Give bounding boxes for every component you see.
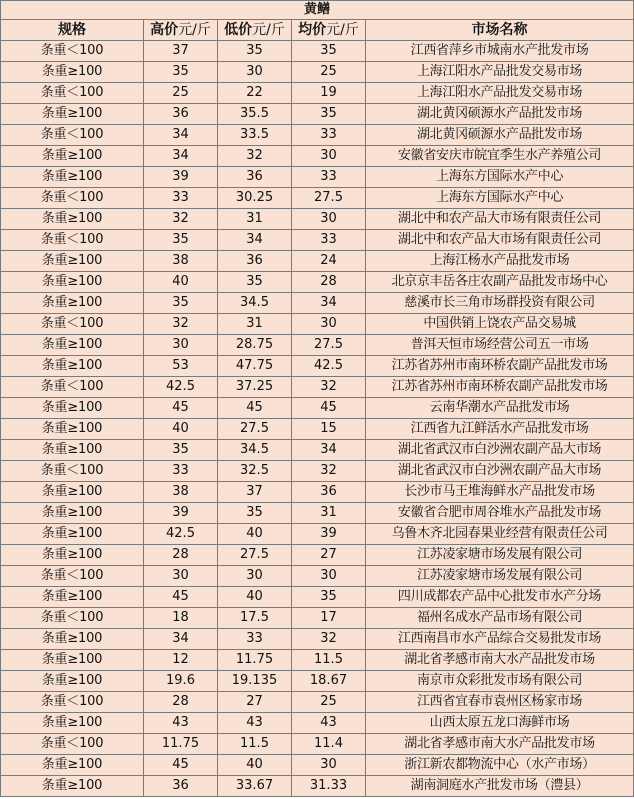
cell-spec: 条重≥100 [1, 755, 144, 776]
cell-spec: 条重＜100 [1, 377, 144, 398]
cell-market: 江西省萍乡市城南水产批发市场 [366, 41, 634, 62]
cell-low: 11.5 [218, 734, 292, 755]
cell-low: 32 [218, 146, 292, 167]
cell-market: 江苏省苏州市南环桥农副产品批发市场 [366, 356, 634, 377]
cell-low: 27.5 [218, 419, 292, 440]
cell-market: 湖北中和农产品大市场有限责任公司 [366, 230, 634, 251]
cell-low: 40 [218, 524, 292, 545]
cell-avg: 35 [292, 41, 366, 62]
header-market: 市场名称 [366, 20, 634, 41]
cell-low: 35 [218, 272, 292, 293]
cell-high: 25 [144, 83, 218, 104]
cell-high: 40 [144, 419, 218, 440]
cell-avg: 30 [292, 314, 366, 335]
cell-spec: 条重≥100 [1, 398, 144, 419]
cell-low: 19.135 [218, 671, 292, 692]
cell-high: 34 [144, 125, 218, 146]
cell-spec: 条重≥100 [1, 293, 144, 314]
cell-low: 35 [218, 41, 292, 62]
cell-spec: 条重≥100 [1, 62, 144, 83]
cell-spec: 条重≥100 [1, 524, 144, 545]
cell-spec: 条重≥100 [1, 209, 144, 230]
cell-low: 17.5 [218, 608, 292, 629]
cell-low: 22 [218, 83, 292, 104]
cell-market: 云南华潮水产品批发市场 [366, 398, 634, 419]
cell-spec: 条重≥100 [1, 356, 144, 377]
cell-avg: 32 [292, 461, 366, 482]
cell-market: 山西太原五龙口海鲜市场 [366, 713, 634, 734]
header-spec: 规格 [1, 20, 144, 41]
cell-low: 34.5 [218, 440, 292, 461]
table-row [1, 230, 634, 251]
table-row [1, 209, 634, 230]
cell-high: 33 [144, 461, 218, 482]
cell-avg: 34 [292, 440, 366, 461]
table-row [1, 335, 634, 356]
cell-spec: 条重≥100 [1, 776, 144, 797]
cell-spec: 条重＜100 [1, 83, 144, 104]
cell-spec: 条重≥100 [1, 167, 144, 188]
header-high-unit: 元/斤 [178, 22, 211, 38]
cell-avg: 32 [292, 629, 366, 650]
cell-high: 28 [144, 545, 218, 566]
cell-high: 38 [144, 251, 218, 272]
cell-market: 上海江杨水产品批发市场 [366, 251, 634, 272]
cell-high: 39 [144, 503, 218, 524]
cell-high: 30 [144, 335, 218, 356]
cell-high: 19.6 [144, 671, 218, 692]
cell-avg: 39 [292, 524, 366, 545]
cell-low: 43 [218, 713, 292, 734]
table-row [1, 272, 634, 293]
cell-market: 江西省宜春市袁州区杨家市场 [366, 692, 634, 713]
cell-high: 53 [144, 356, 218, 377]
cell-market: 北京京丰岳各庄农副产品批发市场中心 [366, 272, 634, 293]
cell-avg: 33 [292, 230, 366, 251]
cell-low: 35.5 [218, 104, 292, 125]
cell-low: 11.75 [218, 650, 292, 671]
cell-avg: 33 [292, 167, 366, 188]
cell-avg: 11.5 [292, 650, 366, 671]
cell-high: 40 [144, 272, 218, 293]
table-row [1, 776, 634, 797]
cell-avg: 30 [292, 209, 366, 230]
cell-spec: 条重＜100 [1, 41, 144, 62]
cell-avg: 24 [292, 251, 366, 272]
cell-market: 江西南昌市水产品综合交易批发市场 [366, 629, 634, 650]
table-row [1, 650, 634, 671]
cell-market: 湖北省孝感市南大水产品批发市场 [366, 650, 634, 671]
cell-market: 湖南洞庭水产批发市场（澧县） [366, 776, 634, 797]
cell-high: 39 [144, 167, 218, 188]
cell-market: 乌鲁木齐北园春果业经营有限责任公司 [366, 524, 634, 545]
cell-market: 安徽省安庆市皖宜季生水产养殖公司 [366, 146, 634, 167]
header-avg-unit: 元/斤 [326, 22, 359, 38]
cell-spec: 条重＜100 [1, 692, 144, 713]
cell-market: 长沙市马王堆海鲜水产品批发市场 [366, 482, 634, 503]
table-row [1, 461, 634, 482]
cell-avg: 30 [292, 566, 366, 587]
cell-spec: 条重≥100 [1, 419, 144, 440]
table-row [1, 692, 634, 713]
cell-avg: 36 [292, 482, 366, 503]
cell-high: 38 [144, 482, 218, 503]
cell-spec: 条重＜100 [1, 188, 144, 209]
cell-spec: 条重＜100 [1, 734, 144, 755]
cell-low: 30.25 [218, 188, 292, 209]
table-row [1, 734, 634, 755]
cell-spec: 条重≥100 [1, 104, 144, 125]
cell-high: 34 [144, 146, 218, 167]
cell-avg: 17 [292, 608, 366, 629]
cell-high: 36 [144, 776, 218, 797]
title-row [1, 1, 634, 20]
cell-market: 湖北省孝感市南大水产品批发市场 [366, 734, 634, 755]
cell-spec: 条重≥100 [1, 503, 144, 524]
cell-avg: 31.33 [292, 776, 366, 797]
cell-high: 18 [144, 608, 218, 629]
cell-high: 12 [144, 650, 218, 671]
cell-market: 中国供销上饶农产品交易城 [366, 314, 634, 335]
cell-low: 34.5 [218, 293, 292, 314]
table-row [1, 482, 634, 503]
table-row [1, 356, 634, 377]
table-row [1, 629, 634, 650]
cell-low: 36 [218, 251, 292, 272]
cell-low: 27 [218, 692, 292, 713]
table-row [1, 671, 634, 692]
cell-market: 江苏凌家塘市场发展有限公司 [366, 545, 634, 566]
cell-high: 42.5 [144, 524, 218, 545]
cell-spec: 条重＜100 [1, 461, 144, 482]
cell-market: 上海东方国际水产中心 [366, 167, 634, 188]
cell-high: 45 [144, 755, 218, 776]
cell-low: 33.67 [218, 776, 292, 797]
cell-avg: 25 [292, 62, 366, 83]
cell-spec: 条重≥100 [1, 650, 144, 671]
cell-avg: 35 [292, 587, 366, 608]
cell-spec: 条重≥100 [1, 545, 144, 566]
cell-high: 33 [144, 188, 218, 209]
cell-low: 40 [218, 587, 292, 608]
cell-low: 33 [218, 629, 292, 650]
cell-high: 43 [144, 713, 218, 734]
cell-spec: 条重＜100 [1, 566, 144, 587]
cell-market: 湖北黄冈硕源水产品批发市场 [366, 104, 634, 125]
header-row [1, 20, 634, 41]
cell-spec: 条重≥100 [1, 713, 144, 734]
cell-market: 江苏凌家塘市场发展有限公司 [366, 566, 634, 587]
cell-market: 浙江新农都物流中心（水产市场） [366, 755, 634, 776]
cell-market: 南京市众彩批发市场有限公司 [366, 671, 634, 692]
cell-avg: 27.5 [292, 188, 366, 209]
cell-low: 40 [218, 755, 292, 776]
table-row [1, 566, 634, 587]
cell-low: 28.75 [218, 335, 292, 356]
cell-avg: 33 [292, 125, 366, 146]
table-row [1, 83, 634, 104]
cell-avg: 31 [292, 503, 366, 524]
cell-low: 37.25 [218, 377, 292, 398]
cell-low: 27.5 [218, 545, 292, 566]
cell-spec: 条重≥100 [1, 335, 144, 356]
cell-market: 江苏省苏州市南环桥农副产品批发市场 [366, 377, 634, 398]
cell-spec: 条重≥100 [1, 146, 144, 167]
cell-high: 32 [144, 314, 218, 335]
cell-spec: 条重＜100 [1, 230, 144, 251]
table-row [1, 188, 634, 209]
cell-high: 32 [144, 209, 218, 230]
table-title: 黄鳝 [1, 1, 634, 20]
cell-spec: 条重＜100 [1, 608, 144, 629]
cell-market: 上海江阳水产品批发交易市场 [366, 83, 634, 104]
cell-low: 34 [218, 230, 292, 251]
table-row [1, 104, 634, 125]
header-low-label: 低价 [224, 22, 253, 38]
header-avg-label: 均价 [298, 22, 327, 38]
cell-high: 35 [144, 230, 218, 251]
table-row [1, 125, 634, 146]
header-low-unit: 元/斤 [252, 22, 285, 38]
cell-market: 安徽省合肥市周谷堆水产品批发市场 [366, 503, 634, 524]
cell-high: 42.5 [144, 377, 218, 398]
cell-avg: 32 [292, 377, 366, 398]
table-row [1, 377, 634, 398]
table-row [1, 398, 634, 419]
cell-low: 30 [218, 566, 292, 587]
cell-market: 湖北省武汉市白沙洲农副产品大市场 [366, 440, 634, 461]
table-row [1, 587, 634, 608]
cell-high: 45 [144, 398, 218, 419]
table-row [1, 146, 634, 167]
table-row [1, 524, 634, 545]
cell-avg: 30 [292, 755, 366, 776]
cell-high: 35 [144, 293, 218, 314]
cell-avg: 18.67 [292, 671, 366, 692]
cell-low: 30 [218, 62, 292, 83]
cell-high: 11.75 [144, 734, 218, 755]
cell-avg: 35 [292, 104, 366, 125]
cell-avg: 25 [292, 692, 366, 713]
cell-high: 36 [144, 104, 218, 125]
cell-low: 31 [218, 209, 292, 230]
cell-high: 37 [144, 41, 218, 62]
cell-low: 35 [218, 503, 292, 524]
table-row [1, 755, 634, 776]
cell-avg: 27.5 [292, 335, 366, 356]
cell-spec: 条重≥100 [1, 671, 144, 692]
cell-avg: 43 [292, 713, 366, 734]
cell-spec: 条重≥100 [1, 629, 144, 650]
table-row [1, 608, 634, 629]
cell-market: 福州名成水产品市场有限公司 [366, 608, 634, 629]
cell-high: 30 [144, 566, 218, 587]
cell-spec: 条重≥100 [1, 440, 144, 461]
cell-low: 45 [218, 398, 292, 419]
cell-market: 四川成都农产品中心批发市水产分场 [366, 587, 634, 608]
cell-high: 28 [144, 692, 218, 713]
cell-market: 上海东方国际水产中心 [366, 188, 634, 209]
table-row [1, 251, 634, 272]
header-avg [292, 20, 366, 41]
header-high [144, 20, 218, 41]
cell-market: 湖北黄冈硕源水产品批发市场 [366, 125, 634, 146]
cell-low: 32.5 [218, 461, 292, 482]
table-row [1, 713, 634, 734]
cell-market: 湖北省武汉市白沙洲农副产品大市场 [366, 461, 634, 482]
cell-market: 湖北中和农产品大市场有限责任公司 [366, 209, 634, 230]
cell-low: 47.75 [218, 356, 292, 377]
cell-low: 37 [218, 482, 292, 503]
table-row [1, 440, 634, 461]
cell-avg: 28 [292, 272, 366, 293]
cell-market: 慈溪市长三角市场群投资有限公司 [366, 293, 634, 314]
cell-spec: 条重＜100 [1, 125, 144, 146]
table-row [1, 545, 634, 566]
cell-high: 34 [144, 629, 218, 650]
table-row [1, 62, 634, 83]
table-row [1, 419, 634, 440]
cell-high: 35 [144, 62, 218, 83]
cell-low: 33.5 [218, 125, 292, 146]
cell-market: 上海江阳水产品批发交易市场 [366, 62, 634, 83]
table-row [1, 293, 634, 314]
cell-avg: 42.5 [292, 356, 366, 377]
table-row [1, 314, 634, 335]
header-low [218, 20, 292, 41]
cell-avg: 34 [292, 293, 366, 314]
header-high-label: 高价 [150, 22, 179, 38]
cell-high: 35 [144, 440, 218, 461]
cell-spec: 条重≥100 [1, 272, 144, 293]
table-row [1, 167, 634, 188]
table-row [1, 503, 634, 524]
cell-spec: 条重≥100 [1, 251, 144, 272]
cell-market: 江西省九江鲜活水产品批发市场 [366, 419, 634, 440]
cell-avg: 27 [292, 545, 366, 566]
table-row [1, 41, 634, 62]
cell-avg: 19 [292, 83, 366, 104]
cell-spec: 条重＜100 [1, 314, 144, 335]
cell-market: 普洱天恒市场经营公司五一市场 [366, 335, 634, 356]
cell-low: 36 [218, 167, 292, 188]
cell-low: 31 [218, 314, 292, 335]
cell-spec: 条重≥100 [1, 482, 144, 503]
cell-spec: 条重≥100 [1, 587, 144, 608]
cell-avg: 11.4 [292, 734, 366, 755]
cell-avg: 45 [292, 398, 366, 419]
cell-avg: 30 [292, 146, 366, 167]
cell-avg: 15 [292, 419, 366, 440]
cell-high: 45 [144, 587, 218, 608]
